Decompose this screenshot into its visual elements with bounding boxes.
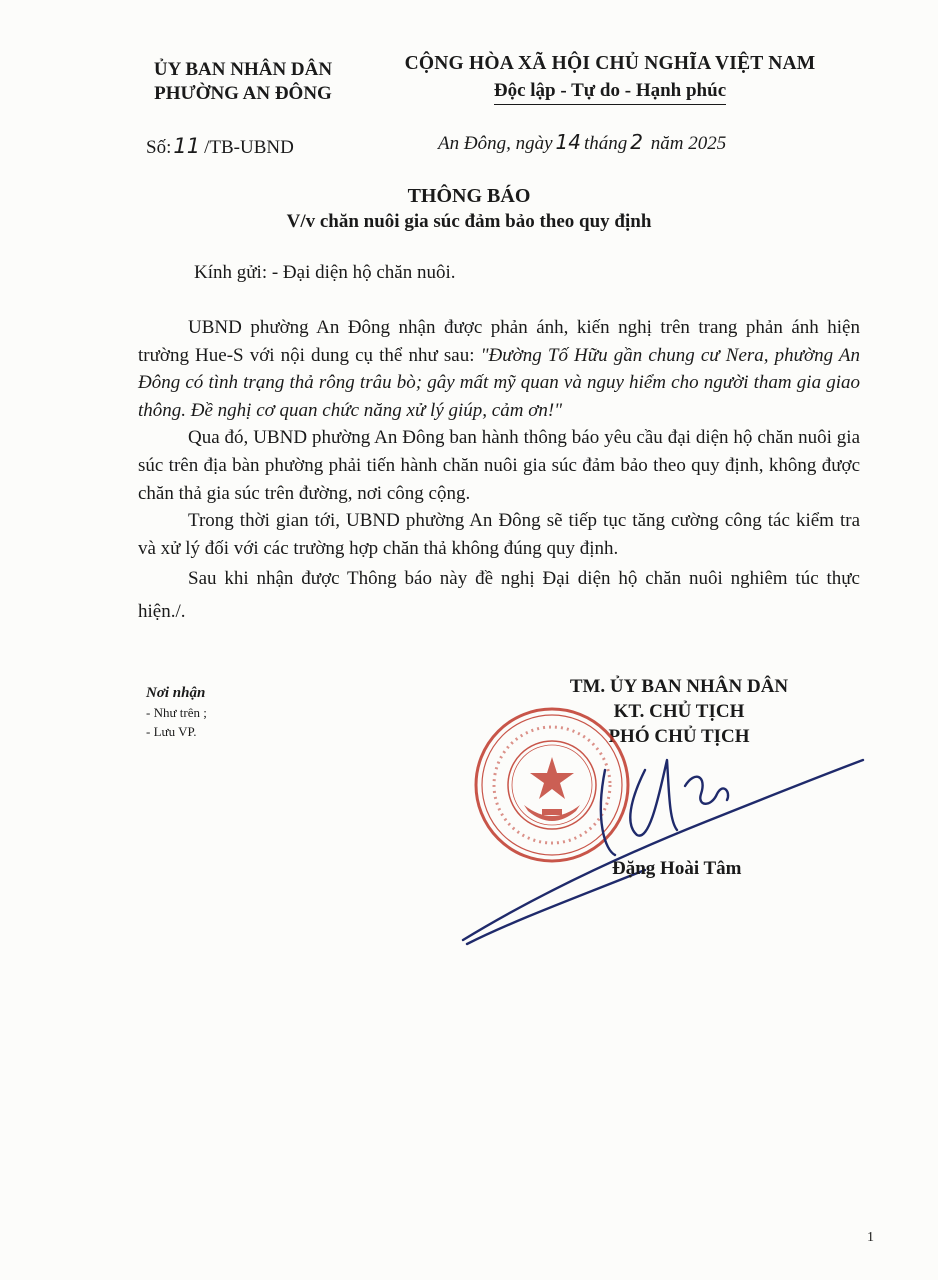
document-subject: V/v chăn nuôi gia súc đảm bảo theo quy định: [286, 211, 652, 232]
paragraph-4: Sau khi nhận được Thông báo này đề nghị Đại diện hộ chăn nuôi nghiêm túc thực hiện./.: [138, 568, 860, 623]
paragraph-3: Trong thời gian tới, UBND phường An Đông sẽ tiếp tục tăng cường công tác kiểm tra và xử lý đối với các trường hợp chăn thả không đúng quy định.: [138, 510, 860, 559]
document-number: [146, 134, 294, 159]
paragraph-2: Qua đó, UBND phường An Đông ban hành thông báo yêu cầu đại diện hộ chăn nuôi gia súc trên địa bàn phường phải tiến hành chăn nuôi gia súc đảm bảo theo quy định, không được chăn thả gia súc trên đường, nơi công cộng.: [138, 427, 860, 504]
signature-line-1: TM. ỦY BAN NHÂN DÂN: [569, 676, 789, 697]
signature-line-2: KT. CHỦ TỊCH: [613, 701, 745, 722]
date-year: năm 2025: [650, 133, 727, 154]
issue-date: [438, 130, 726, 155]
agency-line-2: PHƯỜNG AN ĐÔNG: [154, 83, 332, 104]
agency-line-1: ỦY BAN NHÂN DÂN: [153, 59, 333, 80]
handwritten-signature-icon: [455, 730, 875, 950]
recipient-line: Kính gửi: - Đại diện hộ chăn nuôi.: [194, 262, 456, 283]
date-day: 14: [555, 130, 581, 154]
doc-number-suffix: /TB-UBND: [204, 137, 294, 158]
document-body: [138, 314, 860, 628]
paragraph-1-intro: UBND phường An Đông nhận được phản ánh, kiến nghị trên trang phản ánh hiện trường Hue-S với nội dung cụ thể như sau:: [138, 317, 860, 366]
distribution-title: Nơi nhận: [146, 685, 206, 701]
date-place: An Đông, ngày: [438, 133, 553, 154]
document-title: THÔNG BÁO: [407, 185, 531, 207]
citizen-quote: "Đường Tố Hữu gần chung cư Nera, phường An Đông có tình trạng thả rông trâu bò; gây mất mỹ quan và nguy hiểm cho người tham gia giao thông. Đề nghị cơ quan chức năng xử lý giúp, cảm ơn!": [138, 344, 860, 421]
page-number: 1: [867, 1230, 874, 1245]
signer-name: Đặng Hoài Tâm: [612, 858, 742, 879]
doc-number-handwritten: 11: [173, 134, 201, 158]
doc-number-prefix: Số:: [146, 137, 172, 158]
issuing-agency: [118, 58, 368, 106]
national-header: [366, 50, 854, 106]
distribution-item: - Lưu VP.: [146, 724, 197, 739]
distribution-list: [146, 684, 207, 741]
paragraph-1: [138, 314, 860, 424]
date-month-label: tháng: [583, 133, 628, 154]
nation-title: CỘNG HÒA XÃ HỘI CHỦ NGHĨA VIỆT NAM: [404, 53, 816, 74]
distribution-item: - Như trên ;: [146, 705, 207, 720]
national-motto: Độc lập - Tự do - Hạnh phúc: [494, 79, 726, 105]
signature-line-3: PHÓ CHỦ TỊCH: [608, 726, 750, 747]
date-month: 2: [630, 130, 643, 154]
